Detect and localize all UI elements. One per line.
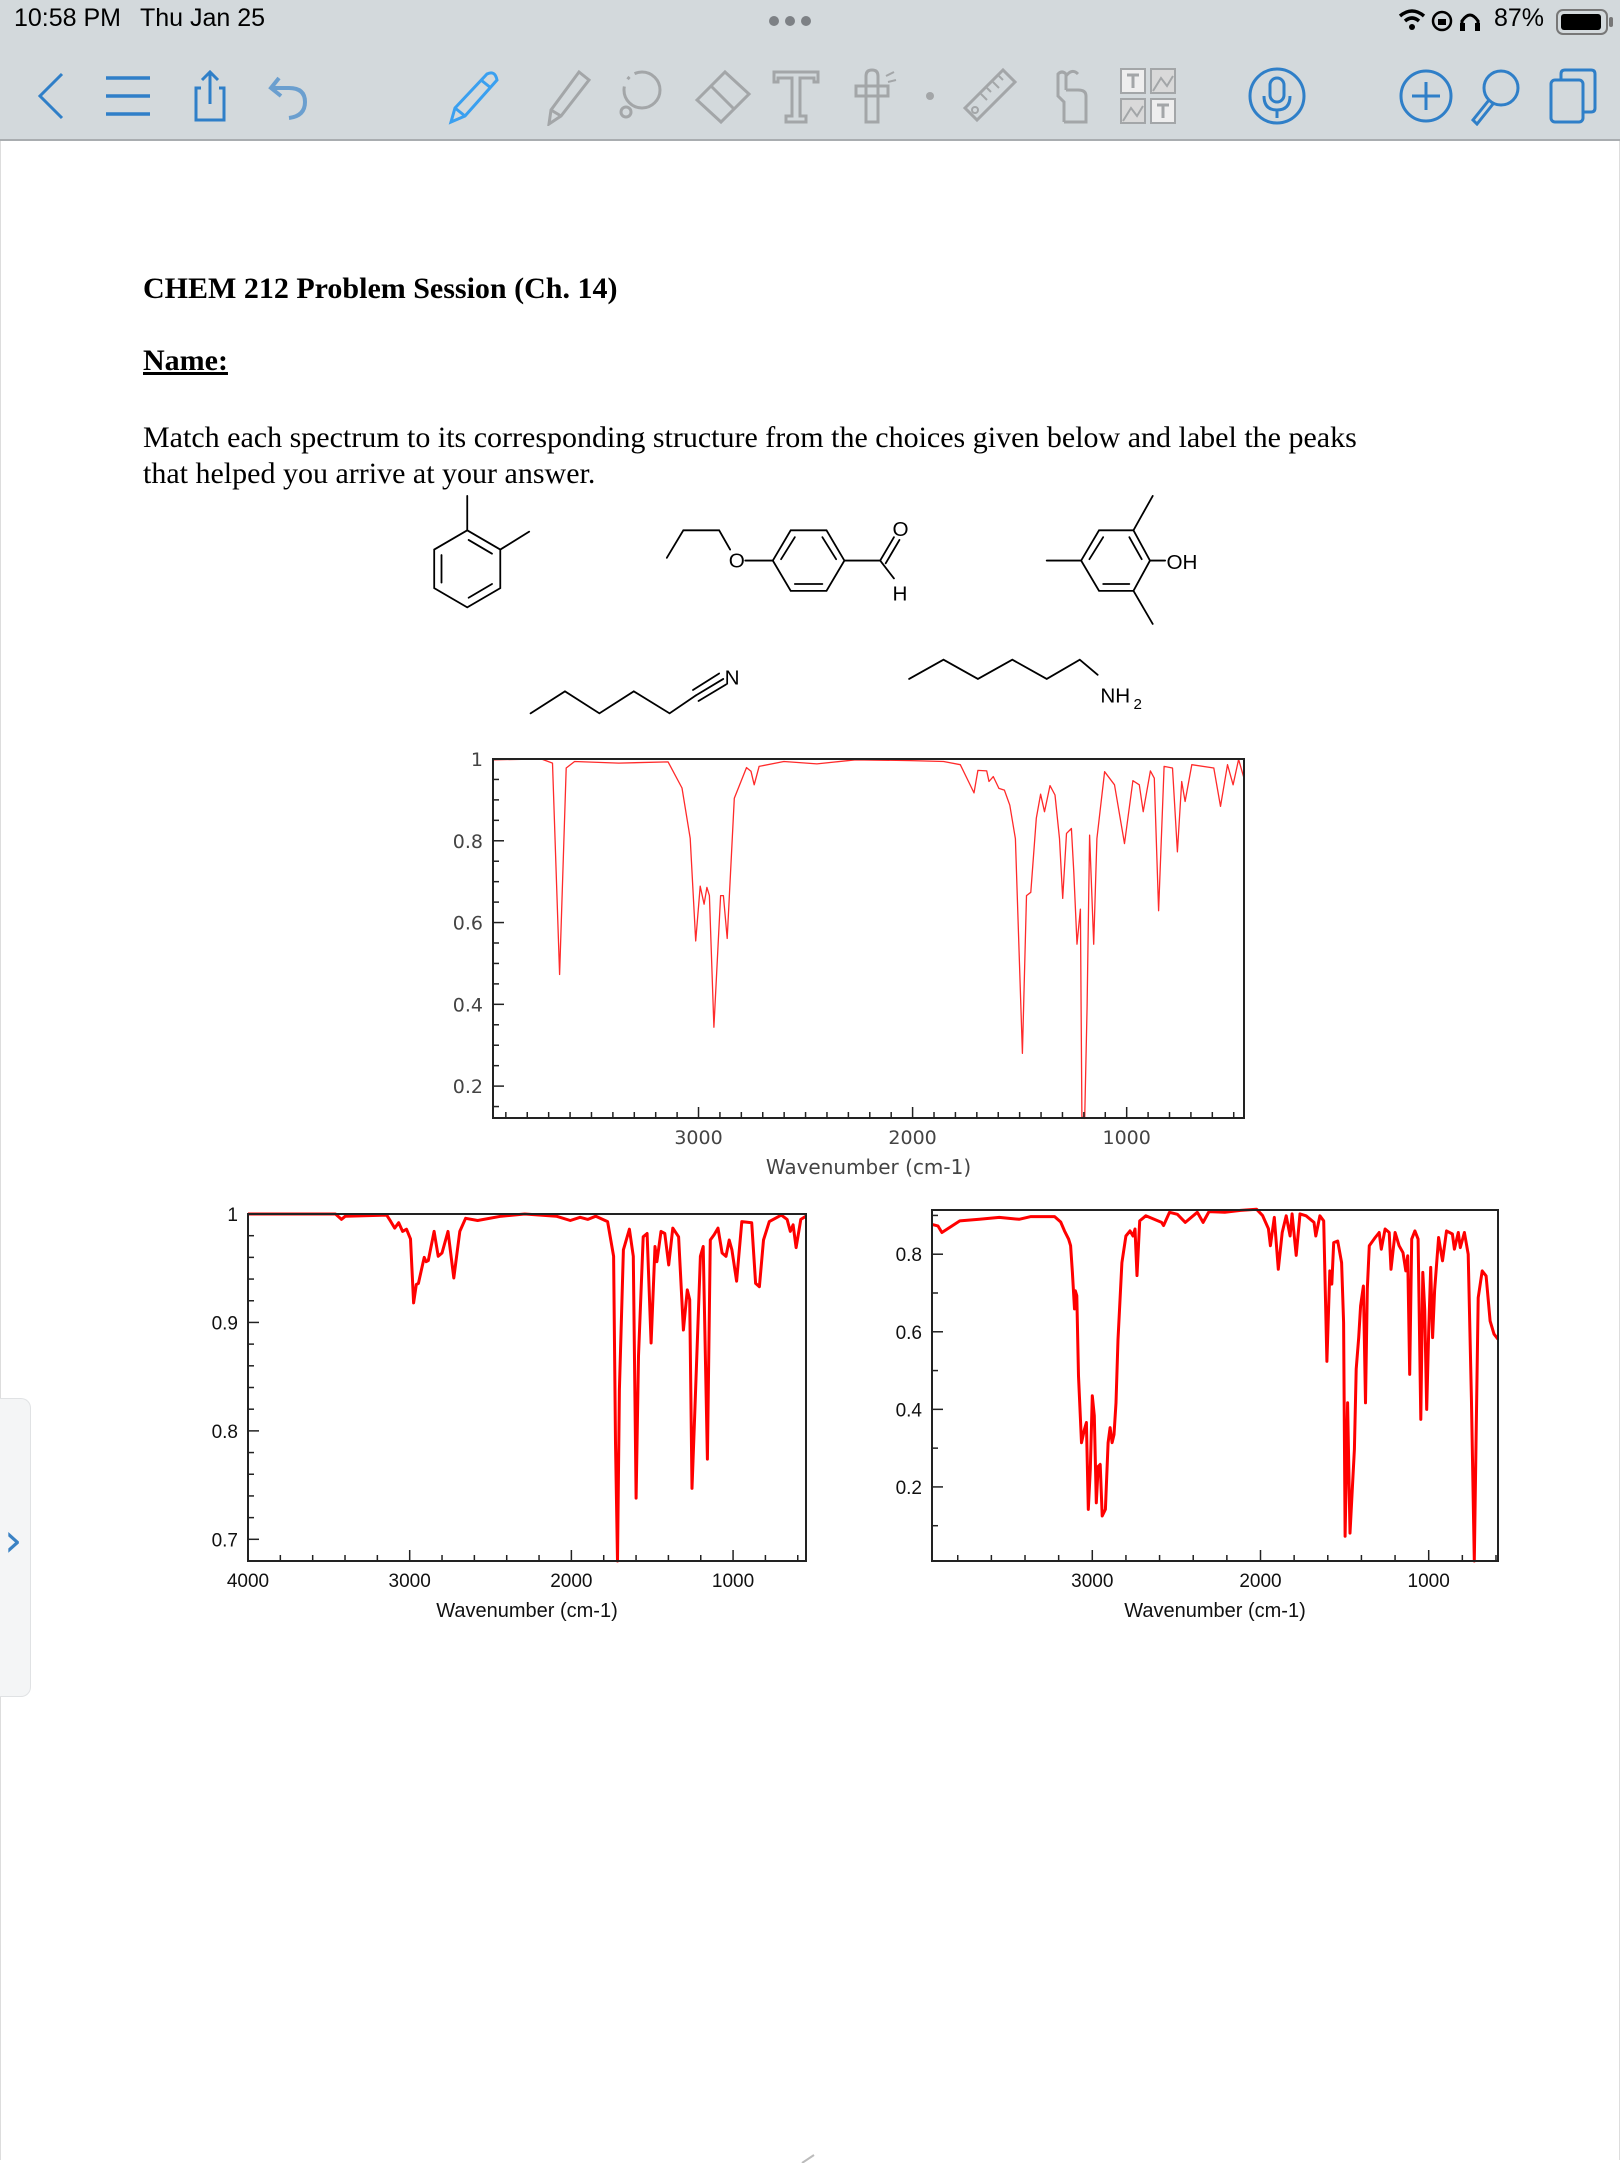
atom-label-ether-o: O xyxy=(728,549,745,573)
menu-icon[interactable] xyxy=(98,66,158,126)
x-axis-title: Wavenumber (cm-1) xyxy=(436,1600,618,1622)
eraser-icon[interactable] xyxy=(693,66,753,126)
structure-hexylamine xyxy=(909,660,1098,679)
spectrum-line xyxy=(932,1209,1498,1561)
search-icon[interactable] xyxy=(1465,66,1525,126)
tool-separator-dot xyxy=(926,92,934,100)
x-tick-label: 3000 xyxy=(674,1127,723,1149)
x-tick-label: 1000 xyxy=(711,1571,755,1592)
atom-label-aldehyde-h: H xyxy=(892,582,908,606)
x-tick-label: 1000 xyxy=(1102,1127,1151,1149)
y-tick-label: 1 xyxy=(470,749,483,771)
structure-propoxybenzaldehyde xyxy=(667,530,900,591)
plot-frame xyxy=(932,1210,1498,1561)
add-page-icon[interactable] xyxy=(1396,66,1456,126)
hand-icon[interactable] xyxy=(1042,66,1102,126)
x-tick-label: 3000 xyxy=(1071,1571,1114,1592)
status-icons xyxy=(1397,6,1487,36)
structure-hexanenitrile xyxy=(531,673,726,713)
status-date: Thu Jan 25 xyxy=(140,4,266,32)
x-tick-label: 3000 xyxy=(388,1571,431,1592)
instructions-line: that helped you arrive at your answer. xyxy=(143,457,596,490)
y-tick-label: 0.9 xyxy=(211,1313,238,1335)
instructions-line: Match each spectrum to its corresponding structure from the choices given below and label the peaks xyxy=(143,421,1357,454)
name-label: Name: xyxy=(143,344,228,377)
instructions xyxy=(143,420,1357,492)
app-toolbar xyxy=(0,0,1620,141)
wifi-icon xyxy=(1400,11,1424,30)
chemical-structures xyxy=(413,489,1240,723)
chevron-right-icon: › xyxy=(4,1513,23,1567)
highlighter-icon[interactable] xyxy=(535,66,595,126)
text-image-icon[interactable] xyxy=(1118,66,1178,126)
y-tick-label: 0.2 xyxy=(452,1076,483,1099)
microphone-icon[interactable] xyxy=(1247,66,1307,126)
y-tick-label: 1 xyxy=(227,1205,238,1226)
atom-label-n: N xyxy=(724,666,740,690)
x-axis-title: Wavenumber (cm-1) xyxy=(765,1155,972,1179)
spectrum-line xyxy=(493,759,1244,1118)
ruler-icon[interactable] xyxy=(959,66,1019,126)
y-tick-label: 0.6 xyxy=(895,1322,922,1344)
elements-icon[interactable] xyxy=(842,66,902,126)
rotation-lock-icon xyxy=(1433,12,1451,30)
pages-icon[interactable] xyxy=(1541,66,1601,126)
ir-spectrum-chart-1 xyxy=(452,749,1244,1179)
multitasking-dots-icon[interactable] xyxy=(768,14,812,26)
structure-o-xylene xyxy=(434,496,529,607)
spectrum-line xyxy=(248,1214,806,1561)
y-tick-label: 0.2 xyxy=(895,1477,922,1499)
x-tick-label: 2000 xyxy=(888,1127,937,1149)
x-tick-label: 2000 xyxy=(1239,1571,1282,1592)
y-tick-label: 0.8 xyxy=(895,1245,922,1267)
back-icon[interactable] xyxy=(22,66,82,126)
share-icon[interactable] xyxy=(180,66,240,126)
atom-label-oh: OH xyxy=(1166,550,1198,574)
sidebar-toggle-tab[interactable] xyxy=(0,1398,31,1697)
x-tick-label: 1000 xyxy=(1407,1571,1450,1592)
y-tick-label: 0.8 xyxy=(211,1421,238,1443)
page-title: CHEM 212 Problem Session (Ch. 14) xyxy=(143,272,618,305)
plot-frame xyxy=(493,759,1244,1118)
atom-label-subscript: 2 xyxy=(1133,696,1142,714)
y-tick-label: 0.4 xyxy=(452,994,483,1017)
ir-spectrum-chart-3 xyxy=(895,1210,1498,1622)
status-time: 10:58 PM xyxy=(14,4,122,32)
battery-icon xyxy=(1555,8,1615,36)
text-icon[interactable] xyxy=(766,66,826,126)
atom-label-carbonyl-o: O xyxy=(892,517,909,541)
y-tick-label: 0.4 xyxy=(895,1400,922,1422)
ir-spectrum-chart-2 xyxy=(211,1205,806,1622)
pen-icon[interactable] xyxy=(443,66,503,126)
lasso-icon[interactable] xyxy=(608,66,668,126)
y-tick-label: 0.8 xyxy=(452,830,483,853)
atom-label-nh: NH xyxy=(1100,684,1131,708)
structure-trimethylphenol xyxy=(1047,496,1165,624)
headphones-icon xyxy=(1460,15,1480,31)
undo-icon[interactable] xyxy=(259,66,319,126)
y-tick-label: 0.6 xyxy=(452,912,483,935)
home-indicator-caret xyxy=(800,2150,820,2160)
battery-percent: 87% xyxy=(1494,4,1545,32)
x-tick-label: 2000 xyxy=(550,1571,593,1592)
x-axis-title: Wavenumber (cm-1) xyxy=(1124,1600,1306,1622)
plot-frame xyxy=(248,1214,806,1561)
y-tick-label: 0.7 xyxy=(211,1530,238,1552)
x-tick-label: 4000 xyxy=(226,1571,270,1592)
